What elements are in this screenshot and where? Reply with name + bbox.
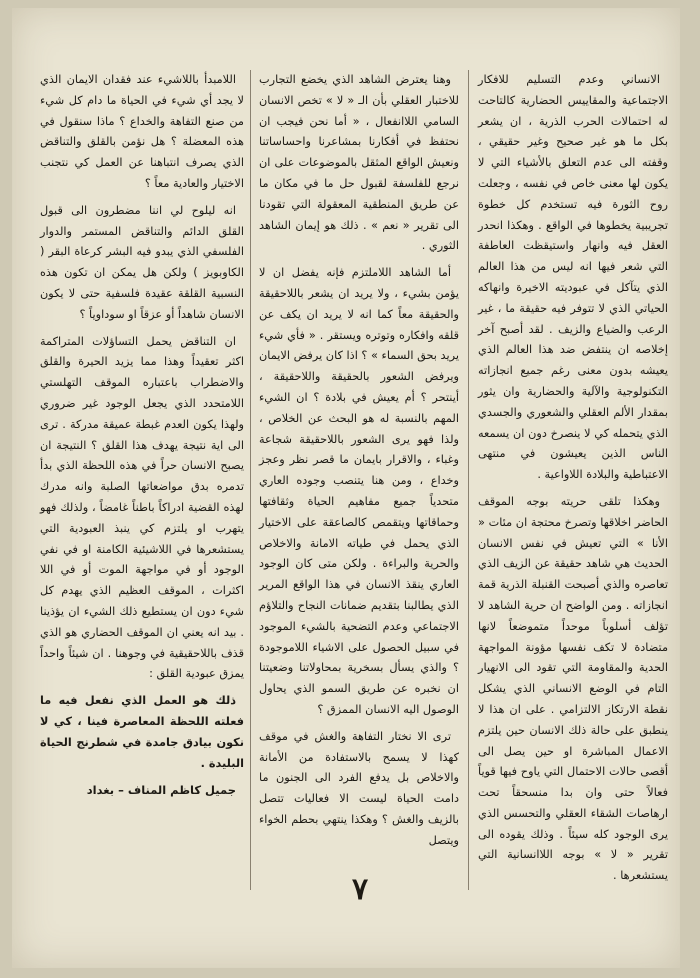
column-divider xyxy=(250,70,251,890)
paragraph: ان التناقض يحمل التساؤلات المتراكمة اكثر تعقيداً وهذا مما يزيد الحيرة والقلق والاضطراب باعتباره الموقف التهلستي اللامتحدد الذي يجعل الوجود غير ضروري ولهذا يكون العدم غبطة عميقة مدركة . ترى الى اية نتيجة يهدف هذا القلق ؟ النتيجة ان يصبح الانسان حراً في هذه اللحظة الذي بدأ تدمره بدق مواضعاتها الصلبة وانه مدرك لهذه القضية ادراكاً باطناً غامضاً ، ولذلك فهو يتهرب او يلتزم كي ينبذ العبودية التي يستشعرها في اللاشيئية الكامنة او في نفي الوجود أو في مواجهة الموت أو في اللا اكثرات ، الموقف العظيم الذي يهدم كل شيء دون ان يستطيع ذلك الشيء ان يؤذينا . بيد انه يعني ان الموقف الحضاري هو الذي قذف باللاحقيقية في وجوهنا . ان شيئاً واحداً يمزق عبودية القلق : xyxy=(40,334,244,681)
text-column-left xyxy=(40,70,244,807)
paragraph: وهنا يعترض الشاهد الذي يخضع التجارب للاختبار العقلي بأن الـ « لا » تخص الانسان السامي اللاانفعال ، « أما نحن فيجب ان نحتفظ في أفكارنا بمشاعرنا واحساساتنا ونعيش الواقع المثقل بالموضوعات على ان نرجع للفلسفة لقبول حل ما في مكان ما عن طريق المنطقية المعقولة التي تقودنا الى تقرير « نعم » . ذلك هو إيمان الشاهد الثوري . xyxy=(259,73,459,253)
paragraph: ترى الا نختار التفاهة والغش في موقف كهذا لا يسمح بالاستفادة من الأمانة والاخلاص بل يدفع الفرد الى الجنون ما دامت الحياة ليست الا فعاليات تتصل بالزيف والغش ؟ وهكذا ينتهي بحطم الخواء ويتصل xyxy=(259,729,459,847)
author-signature: جميل كاظم المناف – بغداد xyxy=(86,783,236,798)
magazine-page xyxy=(12,8,680,968)
text-column-right xyxy=(478,70,668,893)
paragraph: اللامبدأ باللاشيء عند فقدان الايمان الذي لا يجد أي شيء في الحياة ما دام كل شيء من صنع التفاهة والخداع ؟ ماذا سنقول في هذه المعضلة ؟ هل نؤمن بالقلق والتناقض الذي يصرف انتباهنا عن العمل كي نتجنب الاختيار والعادية معاً ؟ xyxy=(40,73,244,190)
text-column-middle xyxy=(259,70,459,857)
paragraph: الانساني وعدم التسليم للافكار الاجتماعية والمقاييس الحضارية كالتاحت له احتمالات الحرب الذرية ، ان يشعر بكل ما هو غير صحيح وغير حقيقي ، وقفته الى عدم التعلق بالأشياء التي لا يكون لها معنى خاص في نفسه ، وجعلت روح الثورة فيه تستخدم كل خطوة تجريبية يخطوها في الواقع . وهكذا انحدر العقل فيه وانهار واستيقظت العاطفة التي شعر فيها انه ليس من هذا العالم الذي يتآكل في عبوديته الاخيرة وانهاكه الحياتي الذي لا تتوفر فيه حقيقة ما ، غير الرعب والضياع والزيف . لقد أصبح آخر إخلاصه ان ينتفض ضد هذا العالم الذي يعيشه بدون معنى رغم جميع انجازاته التكنولوجية والآلية والحضارية وان يثور بمقدار الألم العقلي والشعوري والجسدي الذي يتحمله كي لا ينصرخ دون ان يسمعه الناس الذين يعيشون في منتهى الاعتباطية والبلادة اللاواعية . xyxy=(478,73,668,482)
closing-statement: ذلك هو العمل الذي نفعل فيه ما فعلته اللحظة المعاصرة فينا ، كي لا نكون بيادق جامدة في شطرنج الحياة البليدة . xyxy=(40,694,244,770)
paragraph: أما الشاهد اللاملتزم فإنه يفضل ان لا يؤمن بشيء ، ولا يريد ان يشعر باللاحقيقة والحقيقة معاً كما انه لا يريد ان يكف عن قلقه وافكاره وتوتره ويستقر . « فأي شيء يريد بحق السماء » ؟ اذا كان يرفض الايمان ويرفض الشعور بالحقيقة واللاحقيقة ، أينتحر ؟ أم يعيش في بلادة ؟ ان الشيء المهم بالنسبة له هو البحث عن الخلاص ، ولذا فهو يرى الشعور باللاحقيقة شجاعة وغباء ، والاقرار بايمان ما قصر نظر وعجز وخداع ، ومن هنا يتنصب وجوده العاري متحدياً جميع مفاهيم الحياة وثقافتها وحماقاتها ويتقمص كالصاعقة على الاختيار الذي يحمل في طياته الامانة والاخلاص والحرية والبراءة . ولكن متى كان الوجود العاري ينقذ الانسان في هذا الواقع المرير الذي يطالبنا بتقديم ضمانات النجاح والتلاؤم الاجتماعي وعدم التضحية بالشيء الموجود في سبيل الحصول على الاشياء اللاموجودة ؟ والذي يسأل بسخرية بمحاولاتنا وضعيتنا ان نخبره عن طريق السمو الذي يحاول الوصول اليه الانسان الممزق ؟ xyxy=(259,266,459,716)
paragraph: انه ليلوح لي اننا مضطرون الى قبول القلق الدائم والتناقض المستمر والدوار الفلسفي الذي يبدو فيه البشر كرعاة البقر ( الكاوبويز ) ولكن هل يمكن ان تكون هذه النسبية القلقة عقيدة فلسفية حتى لا يكون الانسان شاهداً أو عزقاً او سوداوياً ؟ xyxy=(40,203,244,321)
page-number: ٧ xyxy=(351,872,369,907)
column-divider xyxy=(468,70,469,890)
paragraph: وهكذا تلقى حريته بوجه الموقف الحاضر اخلاقها وتصرخ محتجة ان مئات « الأنا » التي تعيش في نفس الانسان الحديث هي شاهد حقيقة عن الزيف الذي تعاصره والذي أصبحت القنبلة الذرية قمة انجازاته . ومن الواضح ان حرية الشاهد لا تؤلف أسلوباً موحداً متموضعاً لانها متضادة لا تكف نفسها مؤونة المواجهة الحدية والمقاومة التي تقود الى الانهيار التام في الوضع الانساني الذي يشكل نقطة الارتكاز الالتزامي . على ان هذا لا ينطبق على حالة ذلك الانسان حين يلتزم الاعمال المباشرة او حين يصل الى أقصى حالات الاحتمال التي ياوح فيها قوياً فعالاً حتى وان بدا منسحقاً تحت ارهاصات الشقاء العقلي والتحسس الذي يرى الوجود كله سيئاً . وذلك يقوده الى تقرير « لا » بوجه اللاانسانية التي يستشعرها . xyxy=(478,494,668,883)
